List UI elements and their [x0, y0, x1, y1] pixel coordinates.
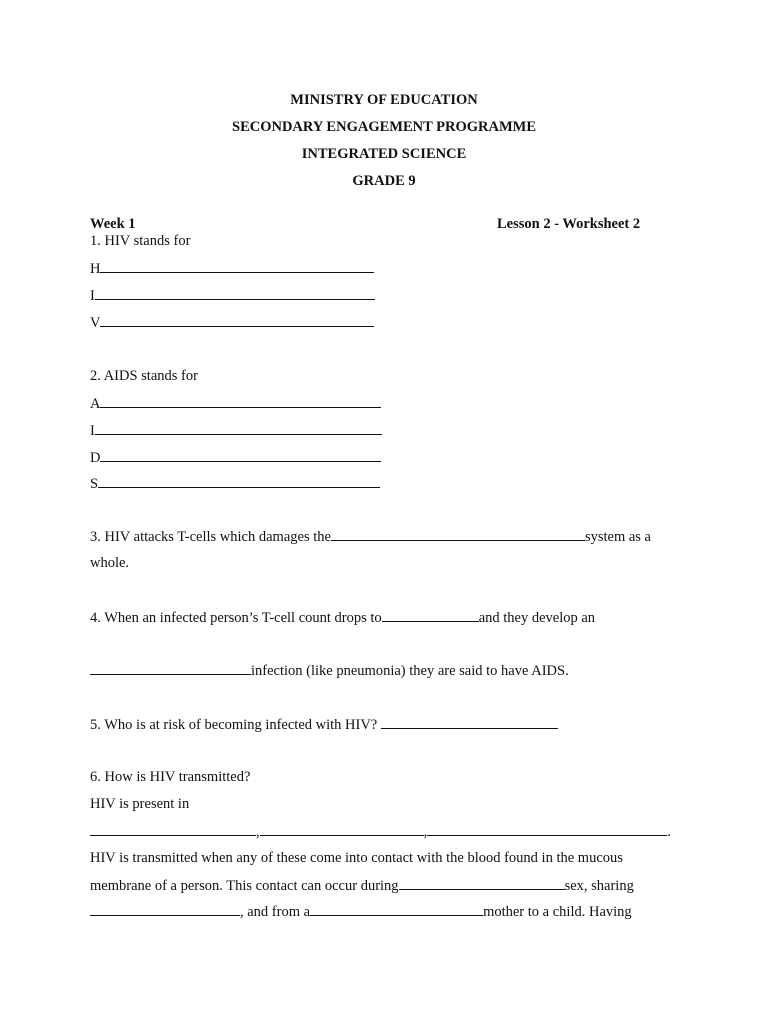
ministry-title: MINISTRY OF EDUCATION — [290, 92, 478, 108]
programme-title: SECONDARY ENGAGEMENT PROGRAMME — [232, 119, 536, 135]
q6-line2-end: sex, sharing — [564, 878, 634, 894]
q2-line-s — [90, 474, 380, 493]
q4-tcell-count-blank[interactable] — [382, 608, 479, 622]
q2-answer-blank-i[interactable] — [95, 421, 382, 435]
lesson-label: Lesson 2 - Worksheet 2 — [497, 216, 641, 232]
q2-letter-a: A — [90, 396, 101, 412]
q2-answer-blank-a[interactable] — [100, 394, 381, 408]
subject-title: INTEGRATED SCIENCE — [301, 146, 467, 162]
q2-line-a — [90, 394, 381, 413]
q2-letter-d: D — [90, 450, 101, 466]
q1-line-h — [90, 259, 374, 278]
question-3-line — [90, 527, 651, 546]
q5-text: 5. Who is at risk of becoming infected with HIV? — [90, 717, 378, 733]
q6-comma-2: , — [423, 824, 428, 840]
q6-paragraph-line-1: HIV is transmitted when any of these come into contact with the blood found in the mucous — [90, 850, 623, 866]
q3-text-start: 3. HIV attacks T-cells which damages the — [90, 529, 331, 545]
question-5-line — [90, 715, 558, 734]
q1-line-v — [90, 313, 374, 332]
q5-answer-blank[interactable] — [381, 715, 558, 729]
q4-infection-type-blank[interactable] — [90, 661, 251, 675]
q3-text-end: system as a — [584, 529, 651, 545]
q6-period: . — [667, 824, 671, 840]
q1-answer-blank-v[interactable] — [100, 313, 374, 327]
q4-text-end: infection (like pneumonia) they are said to have AIDS. — [251, 663, 569, 679]
question-1-prompt: 1. HIV stands for — [90, 233, 191, 249]
week-label: Week 1 — [90, 216, 136, 232]
q6-paragraph-line-2 — [90, 876, 634, 895]
q3-continuation: whole. — [90, 555, 130, 571]
q3-answer-blank[interactable] — [331, 527, 585, 541]
q6-line3-end: mother to a child. Having — [483, 904, 632, 920]
q6-fluid-blank-2[interactable] — [260, 822, 424, 836]
q6-mother-blank[interactable] — [310, 902, 483, 916]
q2-letter-s: S — [90, 476, 99, 492]
question-6-prompt: 6. How is HIV transmitted? — [90, 769, 251, 785]
question-4-line — [90, 608, 595, 627]
q6-fluids-line — [90, 822, 671, 841]
q6-fluid-blank-1[interactable] — [90, 822, 256, 836]
q6-comma-1: , — [256, 824, 260, 840]
question-2-prompt: 2. AIDS stands for — [90, 368, 198, 384]
q1-answer-blank-h[interactable] — [100, 259, 374, 273]
q2-line-i — [90, 421, 382, 440]
q2-letter-i: I — [90, 423, 95, 439]
q1-letter-i: I — [90, 288, 95, 304]
q6-sharing-blank[interactable] — [90, 902, 240, 916]
q4-text-start: 4. When an infected person’s T-cell count drops to — [90, 610, 382, 626]
q4-text-mid: and they develop an — [478, 610, 596, 626]
q6-fluid-blank-3[interactable] — [427, 822, 667, 836]
q6-line2-text: membrane of a person. This contact can occur during — [90, 878, 399, 894]
q6-paragraph-line-3 — [90, 902, 632, 921]
grade-title: GRADE 9 — [352, 173, 416, 189]
q4-line-2 — [90, 661, 569, 680]
q1-letter-h: H — [90, 261, 101, 277]
q6-sex-type-blank[interactable] — [399, 876, 565, 890]
q6-present-label: HIV is present in — [90, 796, 190, 812]
q2-answer-blank-d[interactable] — [100, 448, 381, 462]
q2-answer-blank-s[interactable] — [98, 474, 380, 488]
q1-letter-v: V — [90, 315, 101, 331]
q2-line-d — [90, 448, 381, 467]
q1-answer-blank-i[interactable] — [95, 286, 375, 300]
q1-line-i — [90, 286, 375, 305]
q6-line3-text: , and from a — [240, 904, 311, 920]
